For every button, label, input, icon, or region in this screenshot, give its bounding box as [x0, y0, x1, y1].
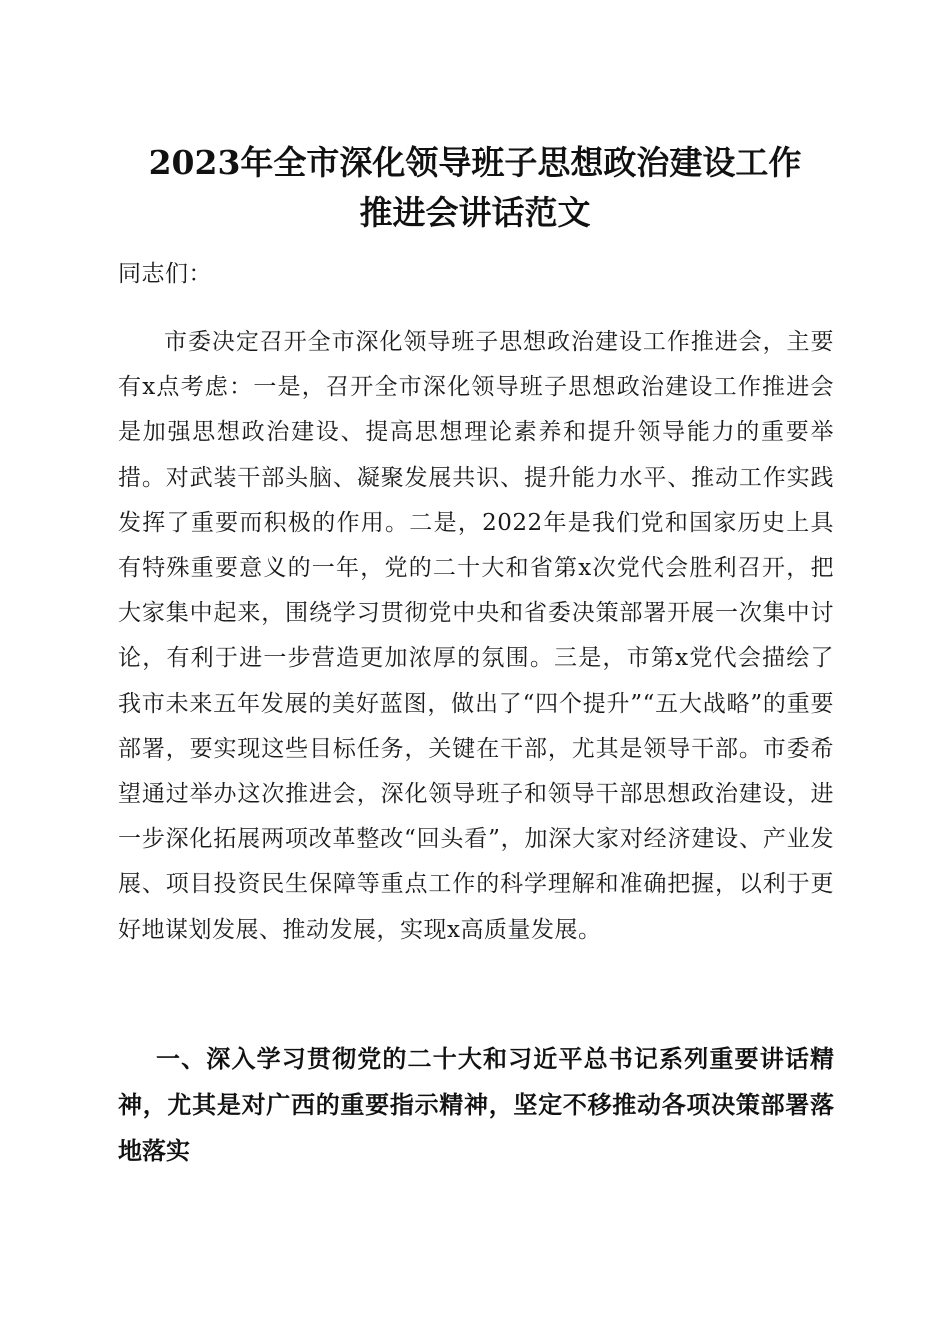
title-line-2: 推进会讲话范文 [359, 193, 591, 232]
salutation: 同志们： [118, 261, 212, 287]
body-paragraph: 市委决定召开全市深化领导班子思想政治建设工作推进会，主要有x点考虑：一是，召开全市深化领导班子思想政治建设工作推进会是加强思想政治建设、提高思想理论素养和提升领导能力的重要举措。对武装干部头脑、凝聚发展共识、提升能力水平、推动工作实践发挥了重要而积极的作用。二是，2022年是我们党和国家历史上具有特殊重要意义的一年，党的二十大和省第x次党代会胜利召开，把大家集中起来，围绕学习贯彻党中央和省委决策部署开展一次集中讨论，有利于进一步营造更加浓厚的氛围。三是，市第x党代会描绘了我市未来五年发展的美好蓝图，做出了“四个提升”“五大战略”的重要部署，要实现这些目标任务，关键在干部，尤其是领导干部。市委希望通过举办这次推进会，深化领导班子和领导干部思想政治建设，进一步深化拓展两项改革整改“回头看”，加深大家对经济建设、产业发展、项目投资民生保障等重点工作的科学理解和准确把握，以利于更好地谋划发展、推动发展，实现x高质量发展。 [118, 329, 834, 943]
document-title [100, 138, 850, 238]
title-line-1: 2023年全市深化领导班子思想政治建设工作 [148, 143, 802, 182]
section-heading: 一、深入学习贯彻党的二十大和习近平总书记系列重要讲话精神，尤其是对广西的重要指示精神，坚定不移推动各项决策部署落地落实 [118, 1045, 834, 1165]
